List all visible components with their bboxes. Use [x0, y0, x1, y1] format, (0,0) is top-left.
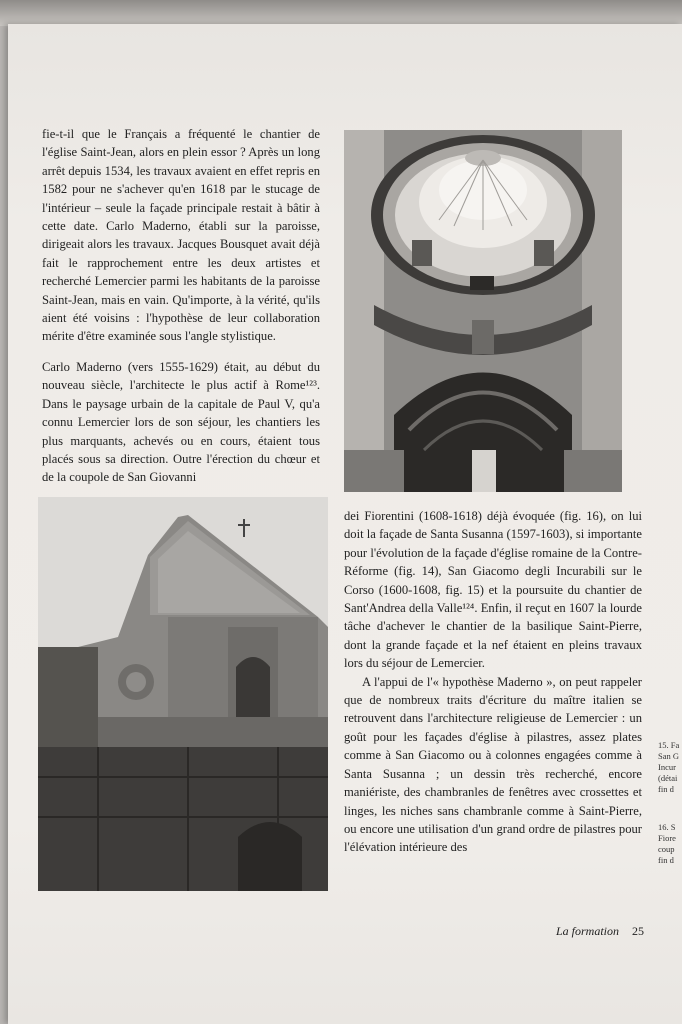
- running-footer-title: La formation: [556, 924, 620, 938]
- paragraph: dei Fiorentini (1608-1618) déjà évoquée (fig. 16), on lui doit la façade de Santa Susanna (1597-1603), si importante pour l'évolution de la façade d'église romaine de la Contre-Réforme (fig. 14), San Giacomo degli Incurabili sur le Corso (1600-1608, fig. 15) et la poursuite du chantier de Sant'Andrea della Valle¹²⁴. Enfin, il reçut en 1607 la lourde tâche d'achever le chantier de la basilique Saint-Pierre, dont la grande façade et la nef étaient en pleins travaux lors du séjour de Lemercier.: [344, 509, 642, 671]
- page-number: 25: [632, 924, 644, 938]
- text-column-right: [344, 507, 642, 857]
- figure-church-facade: [38, 497, 328, 891]
- paragraph: Carlo Maderno (vers 1555-1629) était, au début du nouveau siècle, l'architecte le plus actif à Rome¹²³. Dans le paysage urbain de la capitale de Paul V, qu'a connu Lemercier lors de son séjour, les chantiers les plus marquants, achevés ou en cours, étaient tous placés sous sa direction. Outre l'érection du chœur et de la coupole de San Giovanni: [42, 359, 320, 485]
- text-column-left: [42, 125, 320, 487]
- caption-fig-15: 15. Fa San G Incur (détai fin d: [658, 740, 680, 794]
- paragraph: A l'appui de l'« hypothèse Maderno », on peut rappeler que de nombreux traits d'écriture du maître italien se retrouvent dans l'architecture religieuse de Lemercier : un goût pour les façades d'église à pilastres, assez plates comme à San Giacomo ou à colonnes engagées comme à Santa Susanna ; un dessin très recherché, encore maniériste, des chambranles de fenêtres avec crossettes et linges, les niches sans chambranle comme à Saint-Pierre, ou encore une utilisation d'un grand ordre de pilastres pour l'élévation intérieure des: [344, 674, 642, 855]
- caption-fig-16: 16. S Fiore coup fin d: [658, 822, 676, 865]
- paragraph: fie-t-il que le Français a fréquenté le chantier de l'église Saint-Jean, alors en plein essor ? Après un long arrêt depuis 1534, les travaux avaient en effet repris en 1582 pour ne s'achever qu'en 1618 par le stucage de l'intérieur – seule la façade principale restait à bâtir à cette date. Carlo Maderno, établi sur la paroisse, dirigeait alors les travaux. Jacques Bousquet avait déjà fait le rapprochement entre les deux artistes et recherché Lemercier parmi les habitants de la paroisse Saint-Jean, mais en vain. Qu'importe, à la vérité, qu'ils aient été voisins : l'hypothèse de leur collaboration mérite d'être examinée sous l'angle stylistique.: [42, 127, 320, 344]
- background-top: [0, 0, 682, 26]
- figure-dome-interior: [344, 130, 622, 492]
